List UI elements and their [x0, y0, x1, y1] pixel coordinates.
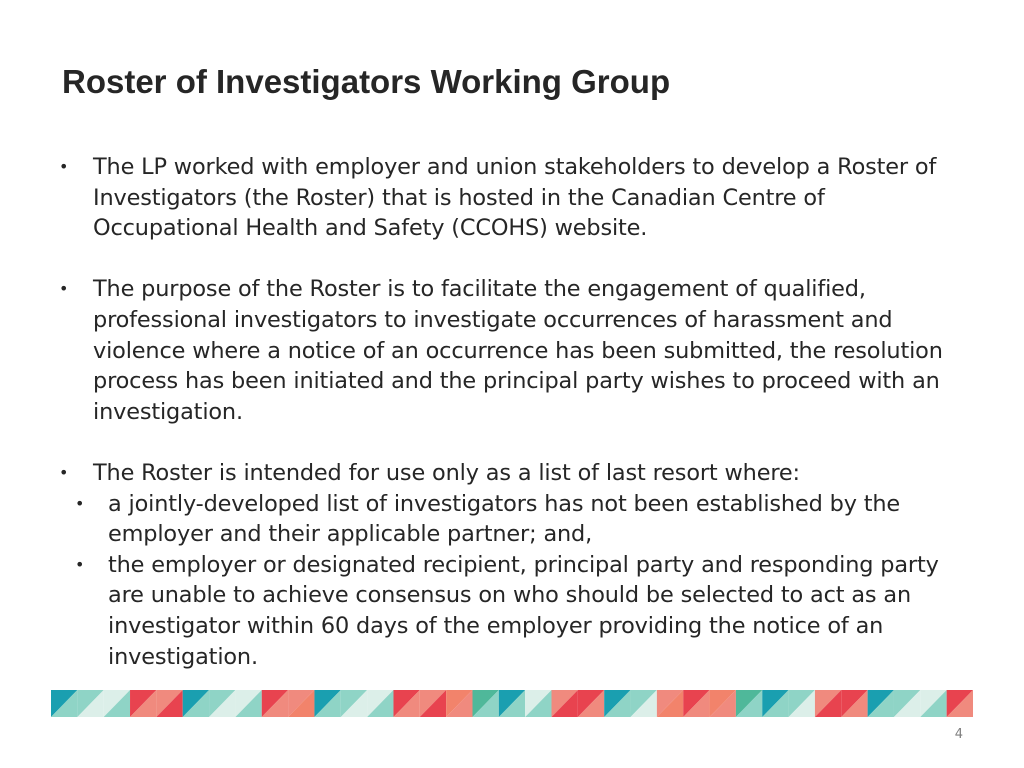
sub-bullet-jointly-developed-list	[75, 489, 977, 550]
page-number: 4	[954, 727, 963, 742]
bullet-roster-purpose	[57, 274, 977, 427]
bullet-text: The Roster is intended for use only as a list of last resort where:	[93, 459, 800, 486]
bullet-roster-last-resort	[57, 458, 977, 489]
sub-bullet-no-consensus	[75, 550, 977, 672]
sub-bullet-list	[57, 489, 977, 673]
decorative-triangle-band	[51, 690, 973, 717]
slide-title: Roster of Investigators Working Group	[62, 63, 671, 100]
bullet-text: The LP worked with employer and union stakeholders to develop a Roster of Investigators (the Roster) that is hosted in the Canadian Centre of Occupational Health and Safety (CCOHS) website.	[93, 154, 937, 242]
bullet-list	[57, 152, 977, 489]
bullet-text: The purpose of the Roster is to facilitate the engagement of qualified, professional investigators to investigate occurrences of harassment and violence where a notice of an occurrence has been submitted, the resolution process has been initiated and the principal party wishes to proceed with an investigation.	[93, 276, 943, 425]
sub-bullet-text: a jointly-developed list of investigators has not been established by the employer and their applicable partner; and,	[108, 490, 901, 548]
sub-bullet-icon: •	[75, 493, 85, 513]
slide-body	[57, 152, 977, 672]
bullet-icon: •	[59, 462, 69, 482]
bullet-icon: •	[59, 157, 69, 176]
sub-bullet-text: the employer or designated recipient, principal party and responding party are unable to achieve consensus on who should be selected to act as an investigator within 60 days of the employer providing the notice of an investigation.	[108, 551, 939, 670]
bullet-icon: •	[59, 279, 69, 299]
sub-bullet-icon: •	[75, 554, 85, 574]
bullet-roster-development	[57, 152, 977, 244]
